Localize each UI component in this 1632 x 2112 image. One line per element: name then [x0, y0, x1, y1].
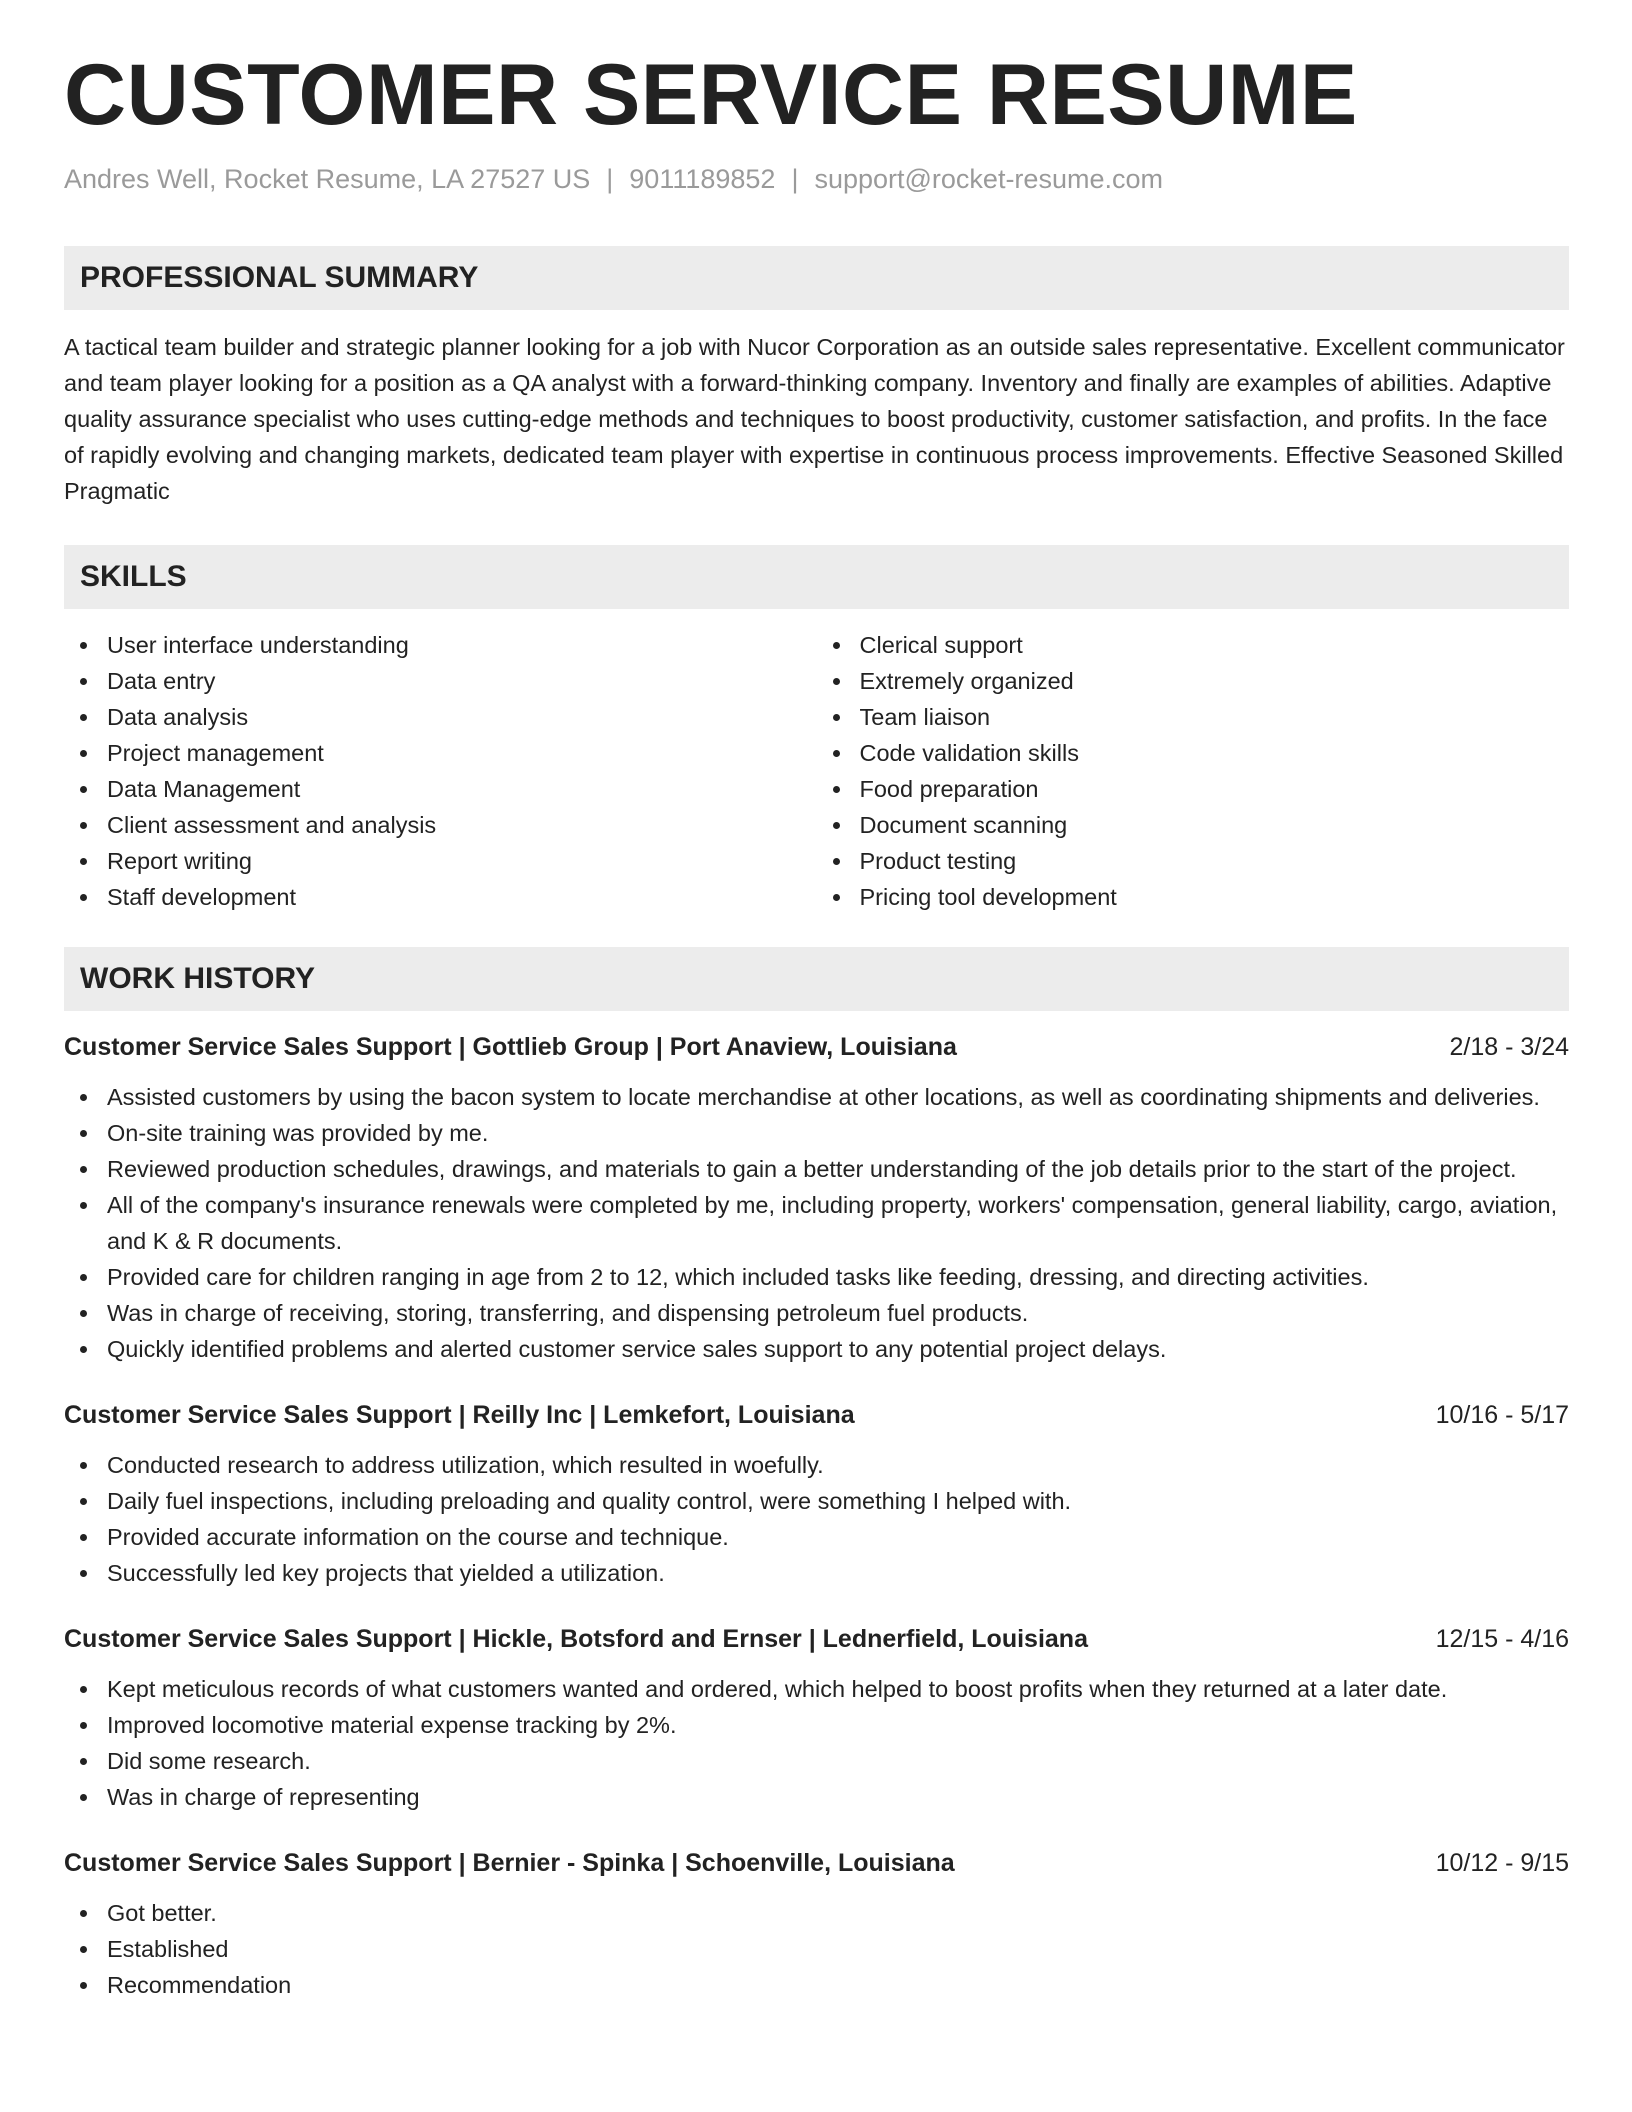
job-title: Customer Service Sales Support | Gottlieb Group | Port Anaview, Louisiana — [64, 1033, 957, 1062]
job-bullets — [64, 1671, 1569, 1815]
job-header — [64, 1621, 1569, 1657]
job-bullet: Reviewed production schedules, drawings, and materials to gain a better understanding of the job details prior to the start of the project. — [64, 1151, 1569, 1187]
job-entry — [64, 1397, 1569, 1591]
job-bullet: Quickly identified problems and alerted customer service sales support to any potential project delays. — [64, 1331, 1569, 1367]
job-header — [64, 1845, 1569, 1881]
section-heading: WORK HISTORY — [80, 962, 316, 996]
job-bullet: Did some research. — [64, 1743, 1569, 1779]
contact-email: support@rocket-resume.com — [814, 164, 1163, 194]
contact-phone: 9011189852 — [629, 164, 776, 194]
job-bullet: Assisted customers by using the bacon system to locate merchandise at other locations, as well as coordinating shipments and deliveries. — [64, 1079, 1569, 1115]
job-bullet: Daily fuel inspections, including preloading and quality control, were something I helped with. — [64, 1483, 1569, 1519]
skill-item: Staff development — [64, 879, 817, 915]
skill-item: User interface understanding — [64, 627, 817, 663]
work-history-section — [64, 947, 1569, 2003]
job-bullet: Provided care for children ranging in age from 2 to 12, which included tasks like feeding, dressing, and directing activities. — [64, 1259, 1569, 1295]
job-bullet: Established — [64, 1931, 1569, 1967]
skills-columns — [64, 627, 1569, 915]
job-dates: 10/12 - 9/15 — [1435, 1849, 1569, 1878]
section-heading: PROFESSIONAL SUMMARY — [80, 261, 479, 295]
job-bullet: Provided accurate information on the course and technique. — [64, 1519, 1569, 1555]
professional-summary-section — [64, 246, 1569, 509]
section-header — [64, 947, 1569, 1011]
section-header — [64, 246, 1569, 310]
job-bullet: Kept meticulous records of what customers wanted and ordered, which helped to boost profits when they returned at a later date. — [64, 1671, 1569, 1707]
contact-separator: | — [791, 164, 799, 194]
job-bullets — [64, 1447, 1569, 1591]
job-bullet: Was in charge of representing — [64, 1779, 1569, 1815]
skill-item: Pricing tool development — [817, 879, 1570, 915]
job-bullets — [64, 1895, 1569, 2003]
skill-item: Report writing — [64, 843, 817, 879]
skill-item: Client assessment and analysis — [64, 807, 817, 843]
skill-item: Team liaison — [817, 699, 1570, 735]
skill-item: Product testing — [817, 843, 1570, 879]
job-entry — [64, 1845, 1569, 2003]
skills-list-left — [64, 627, 817, 915]
summary-text: A tactical team builder and strategic planner looking for a job with Nucor Corporation as an outside sales representative. Excellent communicator and team player looking for a position as a QA analyst with a forward-thinking company. Inventory and finally are examples of abilities. Adaptive quality assurance specialist who uses cutting-edge methods and techniques to boost productivity, customer satisfaction, and profits. In the face of rapidly evolving and changing markets, dedicated team player with expertise in continuous process improvements. Effective Seasoned Skilled Pragmatic — [64, 334, 1565, 505]
section-header — [64, 545, 1569, 609]
job-entry — [64, 1029, 1569, 1367]
job-bullet: Improved locomotive material expense tracking by 2%. — [64, 1707, 1569, 1743]
job-bullet: Recommendation — [64, 1967, 1569, 2003]
job-bullet: Conducted research to address utilization, which resulted in woefully. — [64, 1447, 1569, 1483]
skill-item: Data entry — [64, 663, 817, 699]
job-entry — [64, 1621, 1569, 1815]
job-header — [64, 1029, 1569, 1065]
contact-address: Andres Well, Rocket Resume, LA 27527 US — [64, 164, 591, 194]
job-dates: 10/16 - 5/17 — [1435, 1401, 1569, 1430]
job-bullet: Successfully led key projects that yielded a utilization. — [64, 1555, 1569, 1591]
skills-list-right — [817, 627, 1570, 915]
skill-item: Document scanning — [817, 807, 1570, 843]
skill-item: Clerical support — [817, 627, 1570, 663]
skill-item: Food preparation — [817, 771, 1570, 807]
job-bullets — [64, 1079, 1569, 1367]
skill-item: Project management — [64, 735, 817, 771]
contact-separator: | — [606, 164, 614, 194]
job-bullet: Was in charge of receiving, storing, transferring, and dispensing petroleum fuel products. — [64, 1295, 1569, 1331]
job-dates: 2/18 - 3/24 — [1449, 1033, 1569, 1062]
skill-item: Data analysis — [64, 699, 817, 735]
job-title: Customer Service Sales Support | Reilly Inc | Lemkefort, Louisiana — [64, 1401, 855, 1430]
page-title: CUSTOMER SERVICE RESUME — [64, 47, 1358, 143]
job-bullet: All of the company's insurance renewals were completed by me, including property, workers' compensation, general liability, cargo, aviation, and K & R documents. — [64, 1187, 1569, 1259]
job-title: Customer Service Sales Support | Bernier - Spinka | Schoenville, Louisiana — [64, 1849, 955, 1878]
job-title: Customer Service Sales Support | Hickle, Botsford and Ernser | Lednerfield, Louisiana — [64, 1625, 1088, 1654]
job-dates: 12/15 - 4/16 — [1435, 1625, 1569, 1654]
section-heading: SKILLS — [80, 560, 187, 594]
job-bullet: On-site training was provided by me. — [64, 1115, 1569, 1151]
skill-item: Extremely organized — [817, 663, 1570, 699]
job-header — [64, 1397, 1569, 1433]
skills-section — [64, 545, 1569, 915]
skill-item: Code validation skills — [817, 735, 1570, 771]
contact-line — [64, 163, 1569, 195]
job-bullet: Got better. — [64, 1895, 1569, 1931]
skill-item: Data Management — [64, 771, 817, 807]
